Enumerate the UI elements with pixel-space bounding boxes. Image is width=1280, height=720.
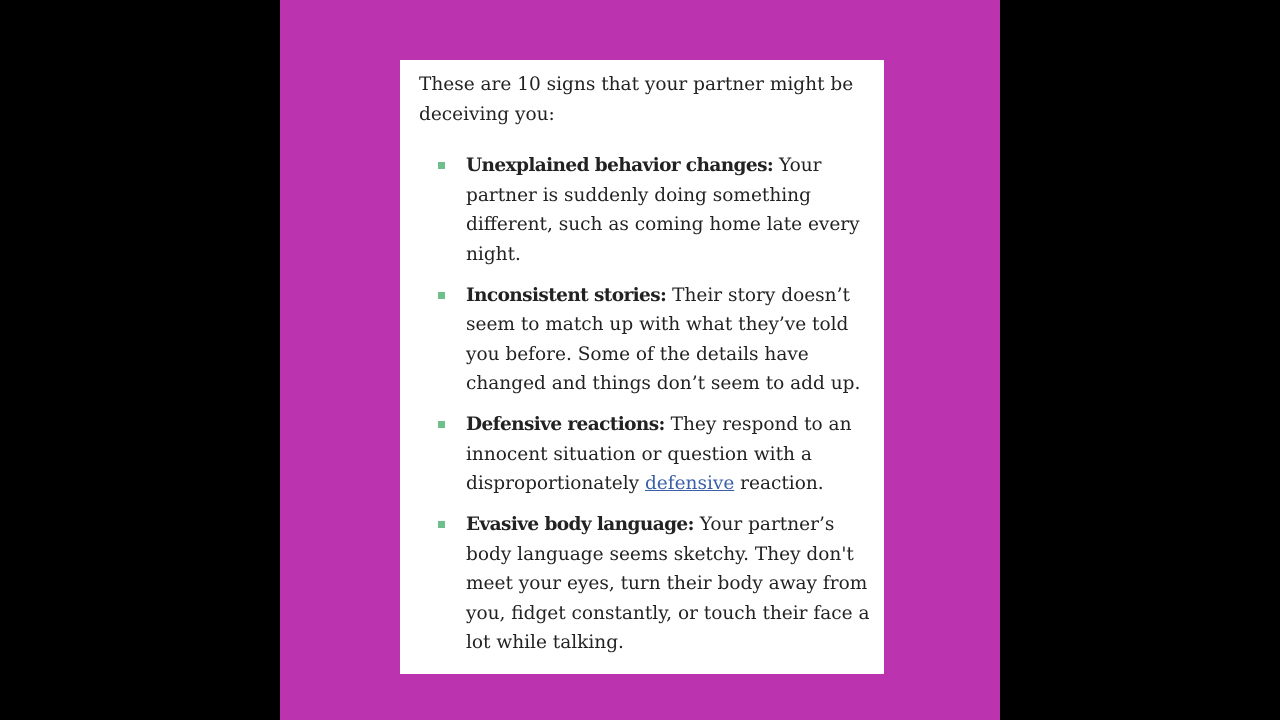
- list-item: [419, 410, 870, 499]
- sign-description: Your partner is suddenly doing something different, such as coming home late every night.: [466, 155, 860, 265]
- bullet-icon: [438, 421, 445, 428]
- signs-list: [419, 151, 870, 658]
- bullet-icon: [438, 162, 445, 169]
- sign-term: Unexplained behavior changes:: [466, 155, 774, 176]
- sign-term: Inconsistent stories:: [466, 284, 667, 306]
- intro-paragraph: These are 10 signs that your partner might be deceiving you:: [419, 74, 854, 125]
- sign-term: Defensive reactions:: [466, 414, 665, 435]
- list-item: [419, 281, 870, 399]
- sign-description-end: reaction.: [734, 473, 824, 494]
- sign-term: Evasive body language:: [466, 514, 694, 535]
- sign-description-start: They respond to an innocent situation or question with a disproportionately: [466, 414, 852, 494]
- sign-description: Your partner’s body language seems sketchy. They don't meet your eyes, turn their body away from you, fidget constantly, or touch their face a lot while talking.: [466, 514, 870, 653]
- defensive-link[interactable]: defensive: [644, 473, 735, 494]
- bullet-icon: [438, 521, 445, 528]
- list-item: [419, 510, 870, 658]
- article-excerpt-card: [400, 60, 884, 674]
- list-item: [419, 151, 870, 269]
- sign-description: Their story doesn’t seem to match up with what they’ve told you before. Some of the details have changed and things don’t seem to add up.: [466, 284, 861, 394]
- bullet-icon: [438, 292, 445, 299]
